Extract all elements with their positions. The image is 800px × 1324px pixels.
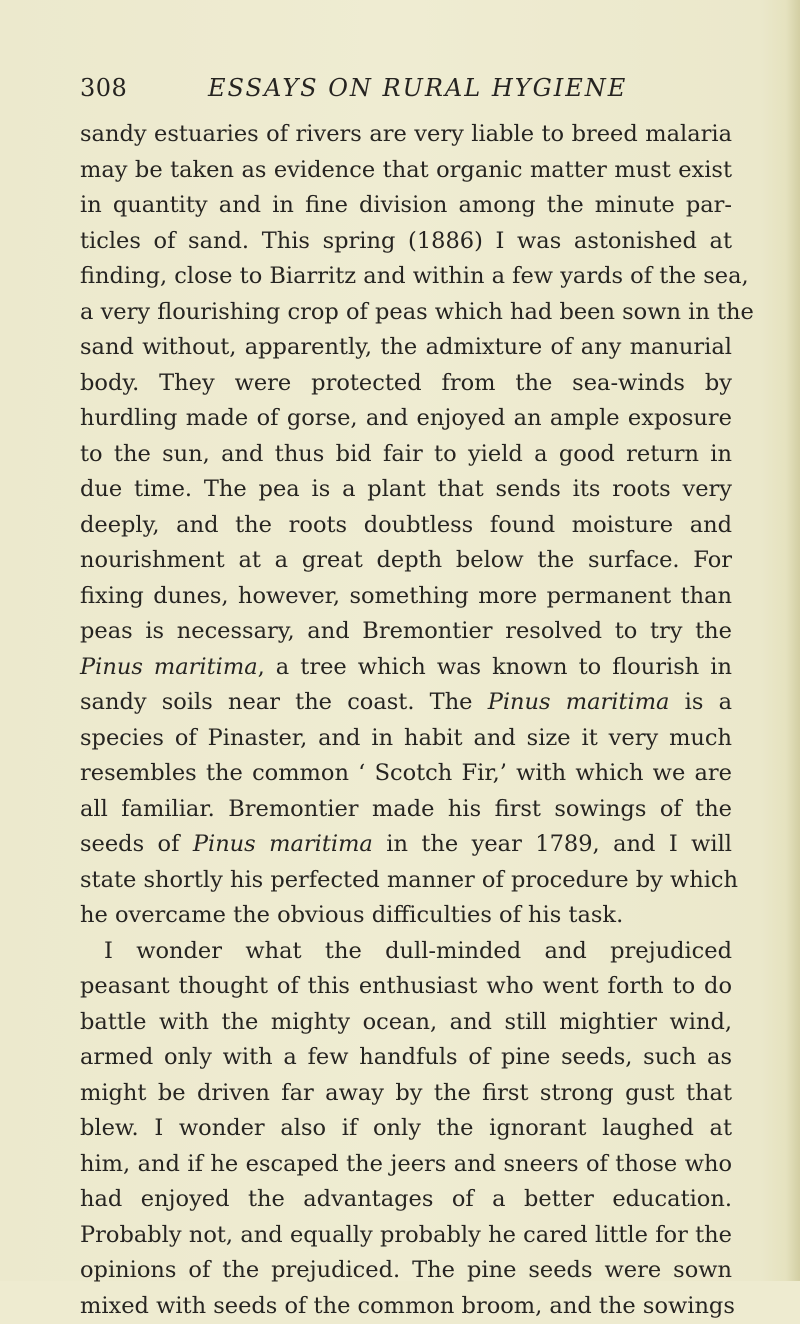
text-segment: blew. I wonder also if only the ignorant laughed at	[80, 1115, 732, 1141]
text-line	[80, 650, 732, 686]
text-line	[80, 1040, 732, 1076]
text-segment: sandy estuaries of rivers are very liable to breed malaria	[80, 121, 732, 147]
italic-text-segment: Pinus maritima	[80, 654, 258, 680]
text-segment: nourishment at a great depth below the surface. For	[80, 547, 732, 573]
text-line	[80, 898, 732, 934]
text-line	[80, 543, 732, 579]
page-edge-shadow	[786, 0, 800, 1281]
text-segment: species of Pinaster, and in habit and size it very much	[80, 725, 732, 751]
text-segment: in quantity and in fine division among the minute par-	[80, 192, 732, 218]
text-segment: deeply, and the roots doubtless found moisture and	[80, 512, 732, 538]
text-segment: sandy soils near the coast. The	[80, 689, 488, 715]
text-segment: mixed with seeds of the common broom, and the sowings	[80, 1293, 735, 1319]
text-line	[80, 437, 732, 473]
text-line	[80, 863, 732, 899]
text-line	[80, 1253, 732, 1289]
text-line	[80, 259, 732, 295]
text-line	[80, 401, 732, 437]
text-segment: he overcame the obvious difficulties of his task.	[80, 902, 623, 928]
text-line	[80, 934, 732, 970]
text-line	[80, 117, 732, 153]
text-segment: all familiar. Bremontier made his first sowings of the	[80, 796, 732, 822]
text-segment: in the year 1789, and I will	[373, 831, 732, 857]
text-line	[80, 330, 732, 366]
text-segment: peas is necessary, and Bremontier resolved to try the	[80, 618, 732, 644]
text-segment: resembles the common ‘ Scotch Fir,’ with which we are	[80, 760, 732, 786]
page-header	[80, 70, 720, 106]
text-segment: had enjoyed the advantages of a better education.	[80, 1186, 732, 1212]
text-line	[80, 756, 732, 792]
text-line	[80, 1147, 732, 1183]
text-segment: state shortly his perfected manner of procedure by which	[80, 867, 738, 893]
text-segment: a very flourishing crop of peas which had been sown in the	[80, 299, 754, 325]
text-segment: body. They were protected from the sea-winds by	[80, 370, 732, 396]
text-line	[80, 1289, 732, 1324]
text-segment: sand without, apparently, the admixture of any manurial	[80, 334, 732, 360]
running-title: ESSAYS ON RURAL HYGIENE	[208, 70, 627, 106]
text-segment: him, and if he escaped the jeers and sneers of those who	[80, 1151, 732, 1177]
text-line	[80, 295, 732, 331]
text-segment: peasant thought of this enthusiast who went forth to do	[80, 973, 732, 999]
text-line	[80, 792, 732, 828]
text-line	[80, 472, 732, 508]
text-line	[80, 579, 732, 615]
text-line	[80, 827, 732, 863]
text-line	[80, 721, 732, 757]
text-line	[80, 153, 732, 189]
italic-text-segment: Pinus maritima	[488, 689, 670, 715]
text-segment: might be driven far away by the first strong gust that	[80, 1080, 732, 1106]
text-segment: Probably not, and equally probably he cared little for the	[80, 1222, 732, 1248]
text-segment: to the sun, and thus bid fair to yield a good return in	[80, 441, 732, 467]
text-segment: fixing dunes, however, something more permanent than	[80, 583, 732, 609]
text-segment: may be taken as evidence that organic matter must exist	[80, 157, 732, 183]
text-line	[80, 1076, 732, 1112]
text-line	[80, 1182, 732, 1218]
text-segment: seeds of	[80, 831, 193, 857]
text-line	[80, 188, 732, 224]
text-segment: ticles of sand. This spring (1886) I was astonished at	[80, 228, 732, 254]
text-line	[80, 366, 732, 402]
text-line	[80, 508, 732, 544]
text-line	[80, 1005, 732, 1041]
text-segment: is a	[669, 689, 732, 715]
text-line	[80, 969, 732, 1005]
text-segment: due time. The pea is a plant that sends its roots very	[80, 476, 732, 502]
text-segment: , a tree which was known to flourish in	[258, 654, 732, 680]
text-segment: battle with the mighty ocean, and still mightier wind,	[80, 1009, 732, 1035]
italic-text-segment: Pinus maritima	[193, 831, 373, 857]
text-line	[80, 685, 732, 721]
text-line	[80, 224, 732, 260]
body-text	[80, 117, 732, 1324]
text-segment: I wonder what the dull-minded and prejudiced	[104, 938, 732, 964]
text-segment: opinions of the prejudiced. The pine seeds were sown	[80, 1257, 732, 1283]
text-line	[80, 1218, 732, 1254]
text-line	[80, 614, 732, 650]
page-number: 308	[80, 70, 127, 106]
text-line	[80, 1111, 732, 1147]
text-segment: finding, close to Biarritz and within a few yards of the sea,	[80, 263, 749, 289]
text-segment: hurdling made of gorse, and enjoyed an ample exposure	[80, 405, 732, 431]
text-segment: armed only with a few handfuls of pine seeds, such as	[80, 1044, 732, 1070]
